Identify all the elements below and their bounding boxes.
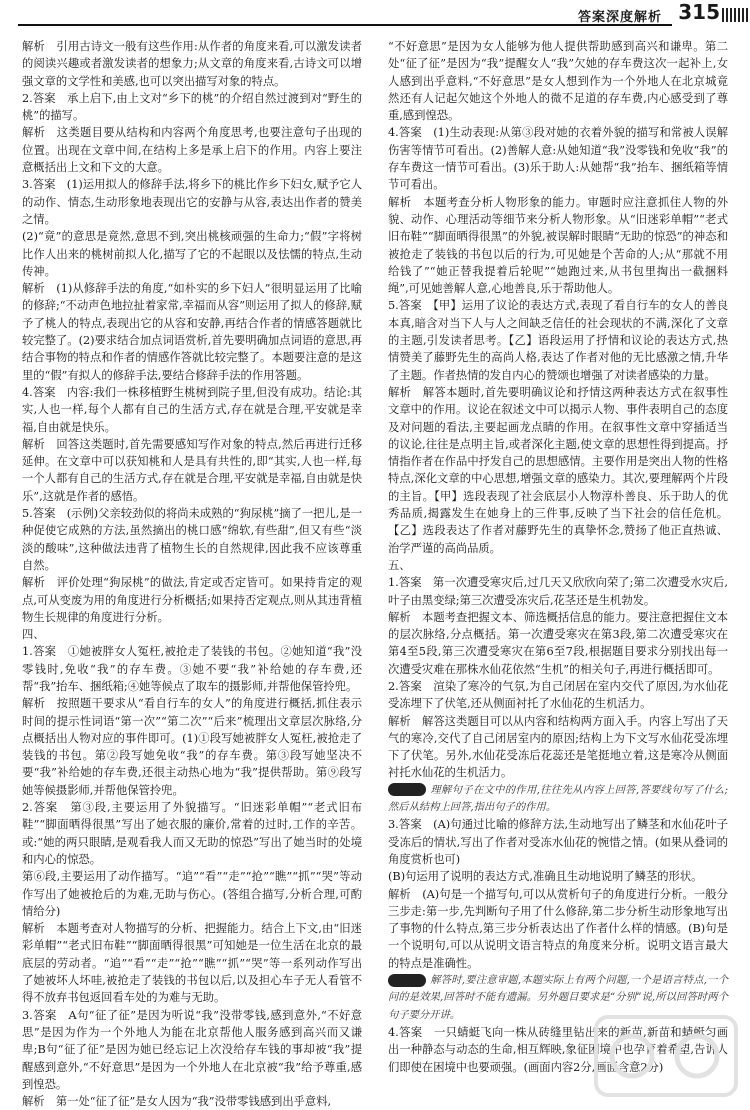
left-para: 3.答案 A句“征了征”是因为听说“我”没带零钱,感到意外,“不好意思”是因为作为一个外地人为能在北京帮他人服务感到高兴而又谦卑;B句“征了征”是因为她已经忘记上次没给存车钱的事却被“我”提醒感到意外,“不好意思”是因为一个外地人在北京被“我”给予尊重,感到惶恐。 <box>22 1008 362 1091</box>
header-rule <box>18 24 672 26</box>
right-para: 解析 (A)句是一个描写句,可以从赏析句子的角度进行分析。一般分三步走:第一步,先判断句子用了什么修辞,第二步分析生动形象地写出了事物的什么特点,第三步分析表达出了作者什么样的情感。(B)句是一个说明句,可以从说明文语言特点的角度来分析。说明文语言最大的特点是准确性。 <box>388 887 728 970</box>
tip-badge-icon <box>388 974 426 987</box>
left-para: 5.答案 (示例)父亲较劲似的将尚未成熟的“狗尿桃”摘了一把儿,是一种促使它成熟的方法,虽然摘出的桃口感“绵软,有些甜”,但又有些“淡淡的酸味”,这种做法违背了植物生长的自然规律,因此我不应该尊重自然。 <box>22 507 362 572</box>
left-para: 解析 第一处“征了征”是女人因为“我”没带零钱感到出乎意料, <box>22 1095 332 1109</box>
right-para: “不好意思”是因为女人能够为他人提供帮助感到高兴和谦卑。第二处“征了征”是因为“我”提醒女人“我”欠她的存车费这次一起补上,女人感到出乎意料,“不好意思”是女人想到作为一个外地人在北京城竟然还有人记起欠她这个外地人的微不足道的存车费,内心感受到了尊重,感到惶恐。 <box>388 40 728 123</box>
left-para: 解析 本题考查对人物描写的分析、把握能力。结合上下文,由“旧迷彩单帽”“老式旧布鞋”“脚面晒得很黑”可知她是一位生活在北京的最底层的劳动者。“追”“看”“走”“抢”“瞧”“抓”“哭”等一系列动作写出了她被坏人坏哇,被抢走了装钱的书包以后,以及担心车子无人看管不得不放弃书包返回看车处的为难与无助。 <box>22 922 362 1005</box>
decorative-stripes-icon <box>722 8 750 22</box>
right-para: (B)句运用了说明的表达方式,准确且生动地说明了鳞茎的形状。 <box>388 870 703 884</box>
left-para: 解析 评价处理“狗尿桃”的做法,肯定或否定皆可。如果持肯定的观点,可从变废为用的角度进行分析概括;如果持否定观点,则从其违背植物生长规律的角度进行分析。 <box>22 576 362 624</box>
right-para: 3.答案 (A)句通过比喻的修辞方法,生动地写出了鳞茎和水仙花叶子受冻后的情状,写出了作者对受冻水仙花的惋惜之情。(如果从叠词的角度赏析也可) <box>388 818 728 866</box>
left-para: 1.答案 ①她被胖女人冤枉,被抢走了装钱的书包。②她知道“我”没零钱时,免收“我”的存车费。③她不要“我”补给她的存车费,还帮“我”抬车、捆纸箱;④她等候点了取车的摄影师,并帮他保管拎兜。 <box>22 645 362 693</box>
tip-text: 解答时,要注意审题,本题实际上有两个问题,一个是语言特点,一个问的是效果,回答时不能有遗漏。另外题目要求是“分别”说,所以回答时两个句子要分开讲。 <box>388 974 728 1021</box>
left-para: 解析 引用古诗文一般有这些作用:从作者的角度来看,可以激发读者的阅读兴趣或者激发读者的想象力;从文章的角度来看,古诗文可以增强文章的文学性和美感,也可以突出描写对象的特点。 <box>22 40 362 88</box>
page-number: 315 <box>678 0 720 24</box>
right-para: 4.答案 (1)生动表现:从第③段对她的衣着外貌的描写和常被人误解伤害等情节可看出。(2)善解人意:从她知道“我”没零钱和免收“我”的存车费这一情节可看出。(3)乐于助人:从她帮“我”抬车、捆纸箱等情节可看出。 <box>388 126 728 192</box>
right-para: 解析 解答这类题目可以从内容和结构两方面入手。内容上写出了天气的寒冷,交代了自己闭居室内的原因;结构上为下文写水仙花受冻埋下了伏笔。另外,水仙花受冻后花蕊还是笔挺地立着,这是寒冷从侧面衬托水仙花的生机活力。 <box>388 714 728 780</box>
right-para: 2.答案 渲染了寒冷的气氛,为自己闭居在室内交代了原因,为水仙花受冻埋下了伏笔,还从侧面衬托了水仙花的生机活力。 <box>388 679 728 711</box>
right-para: 解析 本题考查分析人物形象的能力。审题时应注意抓住人物的外貌、动作、心理活动等细节来分析人物形象。从“旧迷彩单帽”“老式旧布鞋”“脚面晒得很黑”的外貌,被误解时眼睛“无助的惊恐”的神态和被抢走了装钱的书包以后的行为,可见她是个苦命的人;从“那就不用给钱了”“她正替我提着后轮呢”“她跑过来,从书包里掏出一截捆料绳”,可见她善解人意,心地善良,乐于帮助他人。 <box>388 195 728 296</box>
right-para: 解析 本题考查把握文本、筛选概括信息的能力。要注意把握住文本的层次脉络,分点概括。第一次遭受寒灾在第3段,第二次遭受寒灾在第4至5段,第三次遭受寒灾在第6至7段,根据题目要求分别找出每一次遭受灾难在那株水仙花依然“生机”的相关句子,再进行概括即可。 <box>388 610 728 676</box>
tip-note <box>388 782 728 817</box>
tip-badge-icon <box>388 783 426 796</box>
left-para: 3.答案 (1)运用拟人的修辞手法,将乡下的桃比作乡下妇女,赋予它人的动作、情态,生动形象地表现出它的安静与从容,表达出作者的赞美之情。 <box>22 178 362 226</box>
watermark-logo-icon <box>592 1011 742 1101</box>
right-para: 解析 解答本题时,首先要明确议论和抒情这两种表达方式在叙事性文章中的作用。议论在叙述文中可以揭示人物、事件表明自己的态度及对问题的看法,主要起画龙点睛的作用。在叙事性文章中穿插适当的议论,往往是点明主旨,或者深化主题,使文章的思想性得到提高。抒情指作者在作品中抒发自己的思想感情。主要作用是突出人物的性格特点,深化文章的中心思想,增强文章的感染力。其次,要理解两个片段的主旨。【甲】选段表现了社会底层小人物淳朴善良、乐于助人的优秀品质,揭露发生在她身上的三件事,反映了当下社会的信任危机。【乙】选段表达了作者对藤野先生的真挚怀念,赞扬了他正直热诚、治学严谨的高尚品质。 <box>388 385 728 555</box>
left-para: 2.答案 承上启下,由上文对“乡下的桃”的介绍自然过渡到对“野生的桃”的描写。 <box>22 91 362 123</box>
right-column <box>388 38 728 1076</box>
left-para: 4.答案 内容:我们一株移植野生桃树到院子里,但没有成功。结论:其实,人也一样,每个人都有自己的生活方式,存在就是合理,平安就是幸福,自由就是快乐。 <box>22 385 362 434</box>
section-heading: 五、 <box>388 558 411 572</box>
right-para: 5.答案 【甲】运用了议论的表达方式,表现了看自行车的女人的善良本真,暗含对当下人与人之间缺乏信任的社会现状的不满,深化了文章的主题,引发读者思考。【乙】语段运用了抒情和议论的表达方式,热情赞美了藤野先生的高尚人格,表达了作者对他的无比感激之情,升华了主题。作者热情的发自内心的赞颂也增强了对读者感染的力量。 <box>388 299 728 382</box>
left-para: 解析 回答这类题时,首先需要感知写作对象的特点,然后再进行迁移延伸。在文章中可以获知桃和人是具有共性的,即“其实,人也一样,每一个人都有自己的生活方式,存在就是合理,平安就是幸福,自由就是快乐”,这就是作者的感悟。 <box>22 437 362 503</box>
left-para: 解析 按照题干要求从“看自行车的女人”的角度进行概括,抓住表示时间的提示性词语“第一次”“第二次”“后来”梳理出文章层次脉络,分点概括出人物对应的事件即可。(1)①段写她被胖女人冤枉,被抢走了装钱的书包。第②段写她免收“我”的存车费。第③段写她坚决不要“我”补给她的存车费,还很主动热心地为“我”提供帮助。第⑨段写她等候摄影师,并帮他保管拎兜。 <box>22 697 362 797</box>
left-para: 2.答案 第③段,主要运用了外貌描写。“旧迷彩单帽”“老式旧布鞋”“脚面晒得很黑”写出了她衣服的廉价,常着的过时,工作的辛苦。或:“她的两只眼睛,是观看我人而又无助的惊恐”写出了她当时的处境和内心的惊恐。 <box>22 801 362 866</box>
tip-text: 理解句子在文中的作用,往往先从内容上回答,答要线句写了什么;然后从结构上回答,指出句子的作用。 <box>388 783 728 814</box>
left-para: 解析 这类题目要从结构和内容两个角度思考,也要注意句子出现的位置。出现在文章中间,在结构上多是承上启下的作用。内容上要注意概括出上文和下文的大意。 <box>22 126 362 175</box>
page-header <box>0 0 750 30</box>
right-para: 4.答案 一只蜻蜓飞向一株从砖缝里钻出来的新苗,新苗和蜻蜓匀画出一种静态与动态的生命,相互辉映,象征困境中也孕育着希望,告诉人们即使在困境中也要顽强。(画面内容2分,画面含意2分) <box>388 1025 728 1074</box>
left-para: 第⑥段,主要运用了动作描写。“追”“看”“走”“抢”“瞧”“抓”“哭”等动作写出了她被抢后的为难,无助与伤心。(答组合描写,分析合理,可酌情给分) <box>22 870 362 918</box>
left-para: 解析 (1)从修辞手法的角度,“如朴实的乡下妇人”很明显运用了比喻的修辞;“不动声色地拉扯着家常,幸福而从容”则运用了拟人的修辞,赋予了桃人的特点,表现出它的从容和安静,再结合作者的情感答题就比较完整了。(2)要求结合加点词语赏析,首先要明确加点词语的意思,再结合事物的特点和作者的情感作答就比较完整了。本题要注意的是这里的“假”有拟人的修辞手法,要结合修辞手法的作用答题。 <box>22 282 362 382</box>
left-para: (2)“竟”的意思是竟然,意思不到,突出桃核顽强的生命力;“假”字将树比作人出来的桃树前拟人化,描写了它的不起眼以及怯懦的特点,生动传神。 <box>22 230 362 278</box>
section-heading: 四、 <box>22 628 45 642</box>
header-title: 答案深度解析 <box>577 10 662 25</box>
right-para: 1.答案 第一次遭受寒灾后,过几天又欣欣向荣了;第二次遭受水灾后,叶子由黑变绿;第三次遭受冻灾后,花茎还是生机勃发。 <box>388 576 728 607</box>
left-column <box>22 38 362 1110</box>
